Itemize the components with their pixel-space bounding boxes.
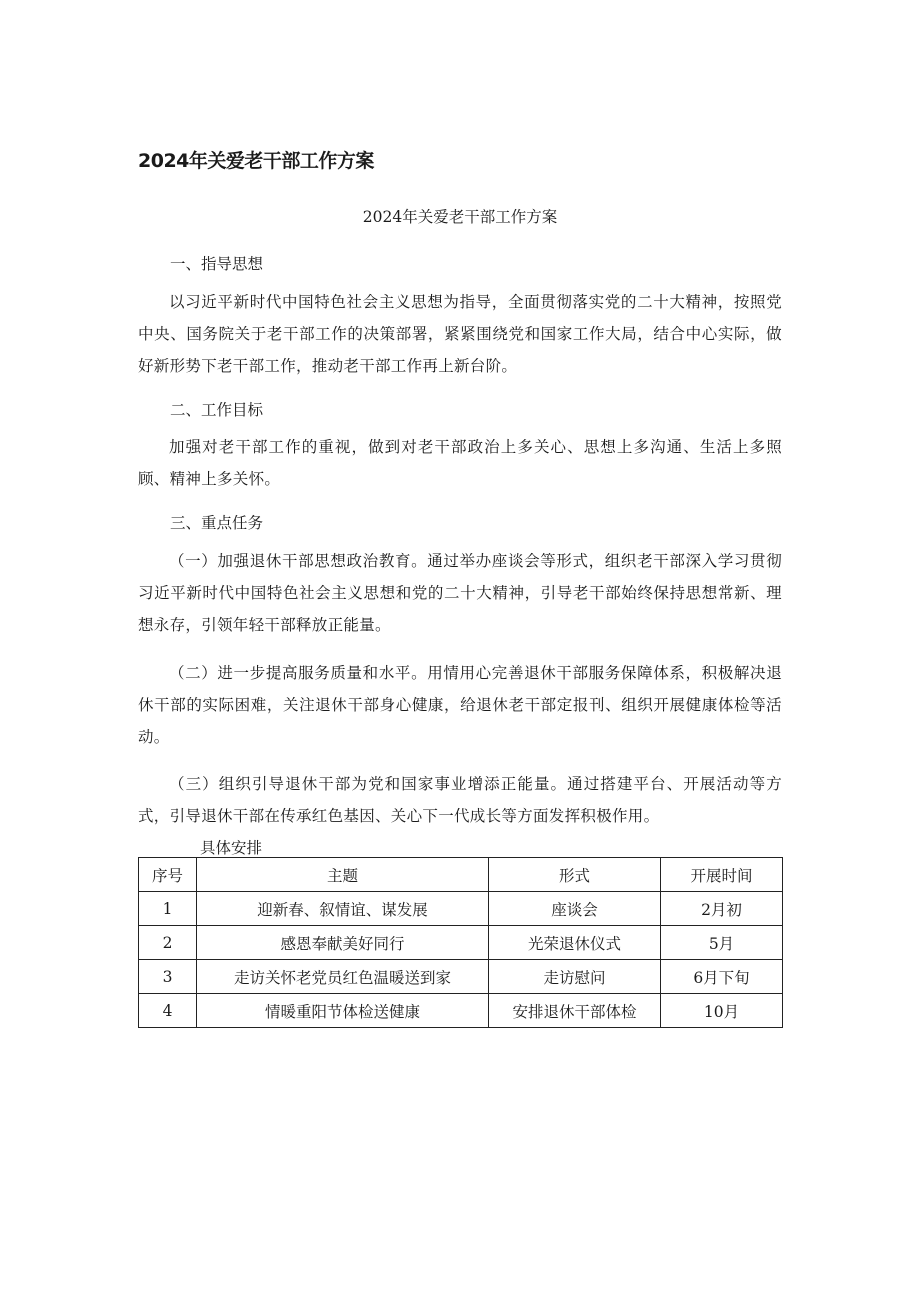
cell-form: 座谈会 (489, 892, 661, 926)
cell-theme: 感恩奉献美好同行 (197, 926, 489, 960)
cell-time: 10月 (661, 994, 783, 1028)
paragraph-task-2: （二）进一步提高服务质量和水平。用情用心完善退休干部服务保障体系，积极解决退休干部的实际困难，关注退休干部身心健康，给退休老干部定报刊、组织开展健康体检等活动。 (138, 664, 782, 746)
cell-time: 5月 (661, 926, 783, 960)
section-heading-key-tasks: 三、重点任务 (170, 514, 264, 532)
table-row (139, 926, 783, 960)
cell-form: 走访慰问 (489, 960, 661, 994)
table-header-row (139, 858, 783, 892)
section-heading-guiding-ideology: 一、指导思想 (170, 255, 264, 273)
header-theme: 主题 (197, 858, 489, 892)
document-header-title: 2024年关爱老干部工作方案 (138, 150, 374, 172)
paragraph-work-goals: 加强对老干部工作的重视，做到对老干部政治上多关心、思想上多沟通、生活上多照顾、精神上多关怀。 (138, 438, 782, 488)
document-title: 2024年关爱老干部工作方案 (362, 208, 558, 226)
schedule-table (138, 857, 783, 1028)
cell-theme: 走访关怀老党员红色温暖送到家 (197, 960, 489, 994)
paragraph-task-1: （一）加强退休干部思想政治教育。通过举办座谈会等形式，组织老干部深入学习贯彻习近平新时代中国特色社会主义思想和党的二十大精神，引导老干部始终保持思想常新、理想永存，引领年轻干部释放正能量。 (138, 552, 782, 634)
section-heading-work-goals: 二、工作目标 (170, 401, 264, 419)
cell-index: 1 (139, 892, 197, 926)
cell-theme: 情暖重阳节体检送健康 (197, 994, 489, 1028)
header-index: 序号 (139, 858, 197, 892)
cell-index: 4 (139, 994, 197, 1028)
cell-time: 2月初 (661, 892, 783, 926)
paragraph-guiding-ideology: 以习近平新时代中国特色社会主义思想为指导，全面贯彻落实党的二十大精神，按照党中央、国务院关于老干部工作的决策部署，紧紧围绕党和国家工作大局，结合中心实际，做好新形势下老干部工作，推动老干部工作再上新台阶。 (138, 293, 782, 375)
table-row (139, 960, 783, 994)
cell-form: 光荣退休仪式 (489, 926, 661, 960)
cell-theme: 迎新春、叙情谊、谋发展 (197, 892, 489, 926)
cell-index: 3 (139, 960, 197, 994)
cell-index: 2 (139, 926, 197, 960)
cell-form: 安排退休干部体检 (489, 994, 661, 1028)
header-form: 形式 (489, 858, 661, 892)
header-time: 开展时间 (661, 858, 783, 892)
table-row (139, 994, 783, 1028)
paragraph-task-3: （三）组织引导退休干部为党和国家事业增添正能量。通过搭建平台、开展活动等方式，引导退休干部在传承红色基因、关心下一代成长等方面发挥积极作用。 (138, 775, 782, 825)
table-row (139, 892, 783, 926)
schedule-caption: 具体安排 (200, 839, 263, 857)
cell-time: 6月下旬 (661, 960, 783, 994)
